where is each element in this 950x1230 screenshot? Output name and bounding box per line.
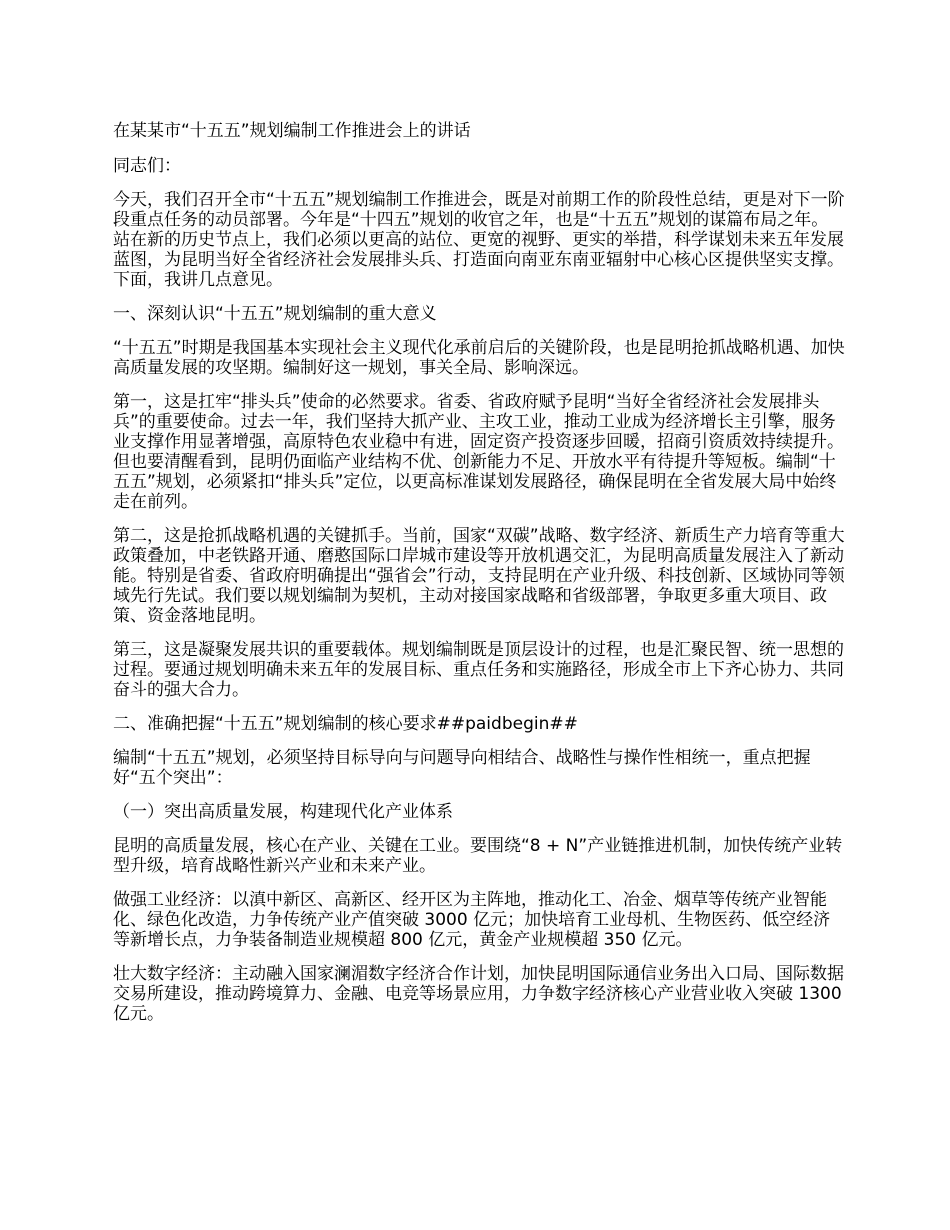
paragraph: 编制“十五五”规划，必须坚持目标导向与问题导向相结合、战略性与操作性相统一，重点把握好“五个突出”：: [113, 748, 811, 788]
document-title: 在某某市“十五五”规划编制工作推进会上的讲话: [113, 121, 471, 141]
subsection-heading: （一）突出高质量发展，构建现代化产业体系: [113, 802, 453, 822]
paragraph: “十五五”时期是我国基本实现社会主义现代化承前启后的关键阶段，也是昆明抢抓战略机遇、加快高质量发展的攻坚期。编制好这一规划，事关全局、影响深远。: [113, 338, 845, 378]
paragraph: 壮大数字经济：主动融入国家澜湄数字经济合作计划，加快昆明国际通信业务出入口局、国际数据交易所建设，推动跨境算力、金融、电竞等场景应用，力争数字经济核心产业营业收入突破 1300 亿元。: [113, 964, 844, 1024]
paragraph: 第一，这是扛牢“排头兵”使命的必然要求。省委、省政府赋予昆明“当好全省经济社会发展排头兵”的重要使命。过去一年，我们坚持大抓产业、主攻工业，推动工业成为经济增长主引擎，服务业支撑作用显著增强，高原特色农业稳中有进，固定资产投资逐步回暖，招商引资质效持续提升。但也要清醒看到，昆明仍面临产业结构不优、创新能力不足、开放水平有待提升等短板。编制“十五五”规划，必须紧扣“排头兵”定位，以更高标准谋划发展路径，确保昆明在全省发展大局中始终走在前列。: [113, 392, 844, 512]
paragraph: 昆明的高质量发展，核心在产业、关键在工业。要围绕“8 + N”产业链推进机制，加快传统产业转型升级，培育战略性新兴产业和未来产业。: [113, 836, 843, 876]
paragraph: 做强工业经济：以滇中新区、高新区、经开区为主阵地，推动化工、冶金、烟草等传统产业智能化、绿色化改造，力争传统产业产值突破 3000 亿元；加快培育工业母机、生物医药、低空经济等新增长点，力争装备制造业规模超 800 亿元，黄金产业规模超 350 亿元。: [113, 890, 831, 950]
paragraph: 第三，这是凝聚发展共识的重要载体。规划编制既是顶层设计的过程，也是汇聚民智、统一思想的过程。要通过规划明确未来五年的发展目标、重点任务和实施路径，形成全市上下齐心协力、共同奋斗的强大合力。: [113, 640, 844, 700]
section-heading-2: 二、准确把握“十五五”规划编制的核心要求##paidbegin##: [113, 714, 578, 734]
section-heading-1: 一、深刻认识“十五五”规划编制的重大意义: [113, 304, 437, 324]
paragraph-intro: 今天，我们召开全市“十五五”规划编制工作推进会，既是对前期工作的阶段性总结，更是对下一阶段重点任务的动员部署。今年是“十四五”规划的收官之年，也是“十五五”规划的谋篇布局之年。站在新的历史节点上，我们必须以更高的站位、更宽的视野、更实的举措，科学谋划未来五年发展蓝图，为昆明当好全省经济社会发展排头兵、打造面向南亚东南亚辐射中心核心区提供坚实支撑。下面，我讲几点意见。: [113, 190, 845, 290]
document-page: [113, 121, 845, 1038]
salutation: 同志们：: [113, 156, 181, 176]
paragraph: 第二，这是抢抓战略机遇的关键抓手。当前，国家“双碳”战略、数字经济、新质生产力培育等重大政策叠加，中老铁路开通、磨憨国际口岸城市建设等开放机遇交汇，为昆明高质量发展注入了新动能。特别是省委、省政府明确提出“强省会”行动，支持昆明在产业升级、科技创新、区域协同等领域先行先试。我们要以规划编制为契机，主动对接国家战略和省级部署，争取更多重大项目、政策、资金落地昆明。: [113, 526, 845, 626]
